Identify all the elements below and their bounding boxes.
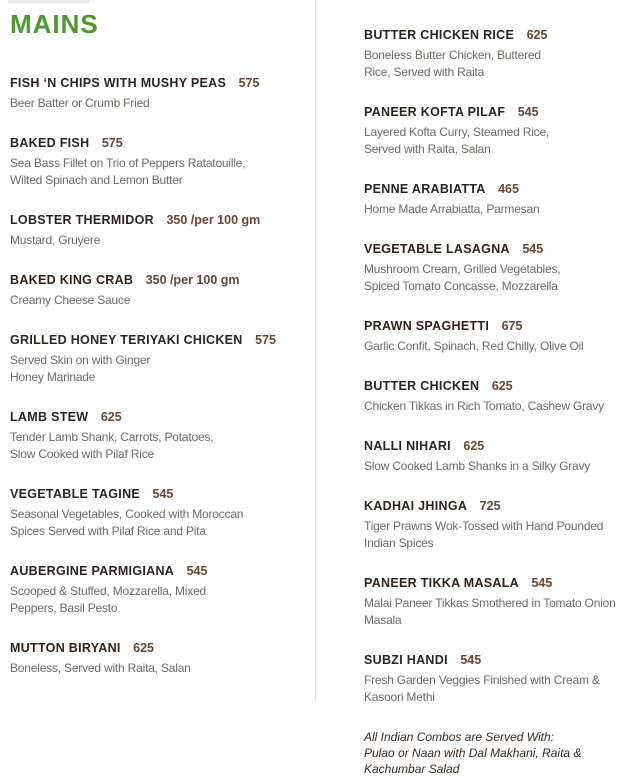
menu-item-price: 545 [517, 105, 539, 119]
menu-item-price: 575 [238, 76, 260, 90]
menu-item-description: Sea Bass Fillet on Trio of Peppers Ratatouille, Wilted Spinach and Lemon Butter [10, 156, 246, 187]
menu-item-name: LOBSTER THERMIDOR [10, 213, 154, 227]
combo-footnote-line: Pulao or Naan with Dal Makhani, Raita & Kachumbar Salad [364, 746, 582, 776]
column-divider [315, 0, 316, 700]
menu-item-name: LAMB STEW [10, 410, 89, 424]
menu-item-vegetable-tagine [10, 486, 308, 540]
combo-footnote-line: All Indian Combos are Served With: [364, 730, 554, 744]
menu-item-price: 625 [491, 379, 513, 393]
menu-item-name: BUTTER CHICKEN RICE [364, 28, 515, 42]
menu-item-price: 575 [101, 136, 123, 150]
menu-item-price: 350 /per 100 gm [166, 213, 261, 227]
menu-item-price: 625 [463, 439, 485, 453]
combo-footnote [364, 729, 620, 777]
menu-item-name: PANEER KOFTA PILAF [364, 105, 506, 119]
menu-item-aubergine-parmigiana [10, 563, 308, 617]
menu-item-name: PRAWN SPAGHETTI [364, 319, 490, 333]
menu-item-name: VEGETABLE TAGINE [10, 487, 141, 501]
menu-item-price: 545 [460, 653, 482, 667]
menu-item-price: 625 [100, 410, 122, 424]
menu-item-nalli-nihari [364, 438, 620, 475]
menu-item-lobster-thermidor [10, 212, 308, 249]
menu-item-description: Boneless Butter Chicken, Buttered Rice, Served with Raita [364, 48, 541, 79]
menu-item-description: Malai Paneer Tikkas Smothered in Tomato Onion Masala [364, 596, 616, 627]
menu-item-description: Creamy Cheese Sauce [10, 293, 131, 307]
menu-item-lamb-stew [10, 409, 308, 463]
menu-column-left [10, 0, 308, 700]
menu-item-description: Mushroom Cream, Grilled Vegetables, Spiced Tomato Concasse, Mozzarella [364, 262, 561, 293]
menu-item-paneer-kofta-pilaf [364, 104, 620, 158]
menu-item-price: 545 [522, 242, 544, 256]
menu-item-price: 575 [255, 333, 276, 347]
menu-item-description: Chicken Tikkas in Rich Tomato, Cashew Gravy [364, 399, 604, 413]
menu-item-fish-n-chips [10, 75, 308, 112]
menu-item-prawn-spaghetti [364, 318, 620, 355]
menu-item-name: KADHAI JHINGA [364, 499, 468, 513]
menu-item-name: FISH ‘N CHIPS WITH MUSHY PEAS [10, 76, 227, 90]
menu-item-grilled-honey-teriyaki-chicken [10, 332, 308, 386]
menu-item-name: SUBZI HANDI [364, 653, 448, 667]
menu-item-vegetable-lasagna [364, 241, 620, 295]
menu-item-baked-king-crab [10, 272, 308, 309]
menu-item-price: 465 [498, 182, 519, 196]
menu-item-description: Fresh Garden Veggies Finished with Cream & Kasoori Methi [364, 673, 600, 704]
menu-item-description: Scooped & Stuffed, Mozzarella, Mixed Peppers, Basil Pesto [10, 584, 207, 615]
menu-item-name: PANEER TIKKA MASALA [364, 576, 520, 590]
menu-item-name: BUTTER CHICKEN [364, 379, 480, 393]
menu-item-name: AUBERGINE PARMIGIANA [10, 564, 175, 578]
menu-item-price: 625 [526, 28, 548, 42]
menu-item-description: Home Made Arrabiatta, Parmesan [364, 202, 540, 216]
menu-item-description: Boneless, Served with Raita, Salan [10, 661, 191, 675]
menu-item-butter-chicken-rice [364, 27, 620, 81]
menu-item-price: 675 [501, 319, 523, 333]
menu-item-description: Beer Batter or Crumb Fried [10, 96, 150, 110]
menu-item-butter-chicken [364, 378, 620, 415]
menu-item-description: Seasonal Vegetables, Cooked with Moroccan Spices Served with Pilaf Rice and Pita [10, 507, 244, 538]
menu-item-subzi-handi [364, 652, 620, 706]
menu-item-description: Tender Lamb Shank, Carrots, Potatoes, Slow Cooked with Pilaf Rice [10, 430, 214, 461]
menu-item-name: GRILLED HONEY TERIYAKI CHICKEN [10, 333, 243, 347]
menu-item-name: VEGETABLE LASAGNA [364, 242, 510, 256]
menu-item-baked-fish [10, 135, 308, 189]
menu-item-price: 545 [152, 487, 174, 501]
menu-item-description: Tiger Prawns Wok-Tossed with Hand Pounded Indian Spices [364, 519, 604, 550]
menu-item-description: Slow Cooked Lamb Shanks in a Silky Gravy [364, 459, 591, 473]
menu-item-name: BAKED FISH [10, 136, 90, 150]
menu-item-paneer-tikka-masala [364, 575, 620, 629]
menu-item-mutton-biryani [10, 640, 308, 677]
menu-item-penne-arabiatta [364, 181, 620, 218]
menu-item-price: 545 [531, 576, 553, 590]
menu-item-price: 625 [133, 641, 155, 655]
section-title: MAINS [10, 9, 99, 39]
menu-item-description: Served Skin on with Ginger Honey Marinade [10, 353, 151, 384]
menu-item-name: MUTTON BIRYANI [10, 641, 121, 655]
menu-column-right [364, 0, 620, 777]
menu-item-description: Layered Kofta Curry, Steamed Rice, Served with Raita, Salan [364, 125, 550, 156]
menu-item-price: 545 [186, 564, 208, 578]
menu-item-name: NALLI NIHARI [364, 439, 451, 453]
menu-item-name: PENNE ARABIATTA [364, 182, 486, 196]
menu-item-price: 350 /per 100 gm [145, 273, 240, 287]
menu-item-name: BAKED KING CRAB [10, 273, 134, 287]
menu-item-description: Mustard, Gruyere [10, 233, 101, 247]
menu-item-kadhai-jhinga [364, 498, 620, 552]
menu-item-price: 725 [479, 499, 501, 513]
menu-item-description: Garlic Confit, Spinach, Red Chilly, Olive Oil [364, 339, 584, 353]
